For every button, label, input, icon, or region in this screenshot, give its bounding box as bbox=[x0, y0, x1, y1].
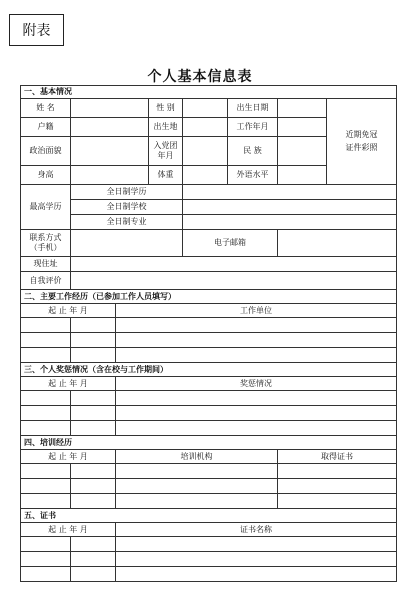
table-row bbox=[21, 348, 397, 363]
table-row bbox=[21, 494, 397, 509]
table-row bbox=[21, 185, 397, 200]
hukou-label: 户籍 bbox=[21, 118, 71, 137]
email-label: 电子邮箱 bbox=[183, 230, 278, 257]
section-title: 五、证书 bbox=[21, 509, 397, 523]
edu-degree-label: 全日制学历 bbox=[71, 185, 183, 200]
awards-end-cell[interactable] bbox=[71, 421, 116, 436]
table-row bbox=[21, 391, 397, 406]
table-row bbox=[21, 272, 397, 290]
awards-detail-cell[interactable] bbox=[116, 421, 397, 436]
table-row bbox=[21, 552, 397, 567]
awards-detail-cell[interactable] bbox=[116, 406, 397, 421]
gender-field[interactable] bbox=[183, 99, 228, 118]
certs-start-cell[interactable] bbox=[21, 537, 71, 552]
attachment-label-text: 附表 bbox=[22, 23, 51, 39]
foreign-lang-field[interactable] bbox=[278, 166, 327, 185]
height-label: 身高 bbox=[21, 166, 71, 185]
table-row bbox=[21, 257, 397, 272]
certs-name-cell[interactable] bbox=[116, 567, 397, 582]
training-cert-cell[interactable] bbox=[278, 464, 397, 479]
edu-degree-field[interactable] bbox=[183, 185, 397, 200]
certs-name-cell[interactable] bbox=[116, 537, 397, 552]
work-unit-header: 工作单位 bbox=[116, 304, 397, 318]
section-certs-header bbox=[21, 509, 397, 523]
birth-date-field[interactable] bbox=[278, 99, 327, 118]
edu-school-field[interactable] bbox=[183, 200, 397, 215]
table-row bbox=[21, 567, 397, 582]
league-join-field[interactable] bbox=[183, 137, 228, 166]
email-field[interactable] bbox=[278, 230, 397, 257]
edu-major-field[interactable] bbox=[183, 215, 397, 230]
photo-caption-line1: 近期免冠 bbox=[345, 129, 378, 139]
contact-label-line1: 联系方式 bbox=[29, 233, 62, 242]
edu-school-label: 全日制学校 bbox=[71, 200, 183, 215]
training-end-cell[interactable] bbox=[71, 494, 116, 509]
birth-date-label: 出生日期 bbox=[228, 99, 278, 118]
certs-start-cell[interactable] bbox=[21, 567, 71, 582]
table-row bbox=[21, 537, 397, 552]
table-header-row bbox=[21, 523, 397, 537]
training-end-cell[interactable] bbox=[71, 479, 116, 494]
work-end-cell[interactable] bbox=[71, 333, 116, 348]
table-row bbox=[21, 333, 397, 348]
certs-name-header: 证书名称 bbox=[116, 523, 397, 537]
edu-major-label: 全日制专业 bbox=[71, 215, 183, 230]
certs-end-cell[interactable] bbox=[71, 552, 116, 567]
section-training-header bbox=[21, 436, 397, 450]
name-label: 姓 名 bbox=[21, 99, 71, 118]
training-end-cell[interactable] bbox=[71, 464, 116, 479]
work-end-cell[interactable] bbox=[71, 348, 116, 363]
table-row bbox=[21, 464, 397, 479]
certs-end-cell[interactable] bbox=[71, 537, 116, 552]
awards-end-cell[interactable] bbox=[71, 391, 116, 406]
training-cert-cell[interactable] bbox=[278, 479, 397, 494]
league-join-line2: 年月 bbox=[157, 151, 174, 160]
training-cert-header: 取得证书 bbox=[278, 450, 397, 464]
info-form bbox=[20, 85, 396, 582]
address-label: 现住址 bbox=[21, 257, 71, 272]
section-awards-header bbox=[21, 363, 397, 377]
political-label: 政治面貌 bbox=[21, 137, 71, 166]
work-end-cell[interactable] bbox=[71, 318, 116, 333]
work-unit-cell[interactable] bbox=[116, 333, 397, 348]
table-row bbox=[21, 406, 397, 421]
section-title: 一、基本情况 bbox=[21, 86, 397, 99]
table-row bbox=[21, 99, 397, 118]
contact-label bbox=[21, 230, 71, 257]
table-row bbox=[21, 230, 397, 257]
awards-detail-header: 奖惩情况 bbox=[116, 377, 397, 391]
contact-field[interactable] bbox=[71, 230, 183, 257]
training-org-cell[interactable] bbox=[116, 479, 278, 494]
section-work-header bbox=[21, 290, 397, 304]
work-start-label: 工作年月 bbox=[228, 118, 278, 137]
awards-detail-cell[interactable] bbox=[116, 391, 397, 406]
certs-period-header: 起 止 年 月 bbox=[21, 523, 116, 537]
table-header-row bbox=[21, 304, 397, 318]
certs-start-cell[interactable] bbox=[21, 552, 71, 567]
ethnicity-label: 民 族 bbox=[228, 137, 278, 166]
photo-caption-line2: 证件彩照 bbox=[345, 142, 378, 152]
training-period-header: 起 止 年 月 bbox=[21, 450, 116, 464]
photo-area[interactable] bbox=[327, 99, 397, 185]
table-header-row bbox=[21, 450, 397, 464]
self-eval-field[interactable] bbox=[71, 272, 397, 290]
training-cert-cell[interactable] bbox=[278, 494, 397, 509]
work-start-cell[interactable] bbox=[21, 348, 71, 363]
table-row bbox=[21, 318, 397, 333]
form-title: 个人基本信息表 bbox=[147, 69, 253, 85]
training-start-cell[interactable] bbox=[21, 464, 71, 479]
political-field[interactable] bbox=[71, 137, 149, 166]
certs-name-cell[interactable] bbox=[116, 552, 397, 567]
self-eval-label: 自我评价 bbox=[21, 272, 71, 290]
training-org-cell[interactable] bbox=[116, 464, 278, 479]
awards-start-cell[interactable] bbox=[21, 391, 71, 406]
contact-label-line2: （手机） bbox=[29, 243, 62, 252]
table-row bbox=[21, 215, 397, 230]
birthplace-label: 出生地 bbox=[149, 118, 183, 137]
league-join-line1: 入党团 bbox=[153, 141, 178, 150]
ethnicity-field[interactable] bbox=[278, 137, 327, 166]
hukou-field[interactable] bbox=[71, 118, 149, 137]
awards-end-cell[interactable] bbox=[71, 406, 116, 421]
birthplace-field[interactable] bbox=[183, 118, 228, 137]
height-field[interactable] bbox=[71, 166, 149, 185]
league-join-label bbox=[149, 137, 183, 166]
training-org-header: 培训机构 bbox=[116, 450, 278, 464]
work-start-field[interactable] bbox=[278, 118, 327, 137]
section-title: 三、个人奖惩情况（含在校与工作期间） bbox=[21, 363, 397, 377]
awards-start-cell[interactable] bbox=[21, 421, 71, 436]
work-unit-cell[interactable] bbox=[116, 348, 397, 363]
info-table bbox=[20, 85, 397, 582]
training-org-cell[interactable] bbox=[116, 494, 278, 509]
weight-field[interactable] bbox=[183, 166, 228, 185]
work-period-header: 起 止 年 月 bbox=[21, 304, 116, 318]
awards-period-header: 起 止 年 月 bbox=[21, 377, 116, 391]
attachment-label bbox=[9, 14, 64, 46]
section-title: 四、培训经历 bbox=[21, 436, 397, 450]
awards-start-cell[interactable] bbox=[21, 406, 71, 421]
work-unit-cell[interactable] bbox=[116, 318, 397, 333]
work-start-cell[interactable] bbox=[21, 333, 71, 348]
section-title: 二、主要工作经历（已参加工作人员填写） bbox=[21, 290, 397, 304]
gender-label: 性 别 bbox=[149, 99, 183, 118]
foreign-lang-label: 外语水平 bbox=[228, 166, 278, 185]
table-row bbox=[21, 479, 397, 494]
training-start-cell[interactable] bbox=[21, 479, 71, 494]
work-start-cell[interactable] bbox=[21, 318, 71, 333]
section-basic-header bbox=[21, 86, 397, 99]
weight-label: 体重 bbox=[149, 166, 183, 185]
training-start-cell[interactable] bbox=[21, 494, 71, 509]
table-header-row bbox=[21, 377, 397, 391]
address-field[interactable] bbox=[71, 257, 397, 272]
name-field[interactable] bbox=[71, 99, 149, 118]
education-label: 最高学历 bbox=[21, 185, 71, 230]
table-row bbox=[21, 200, 397, 215]
certs-end-cell[interactable] bbox=[71, 567, 116, 582]
table-row bbox=[21, 421, 397, 436]
